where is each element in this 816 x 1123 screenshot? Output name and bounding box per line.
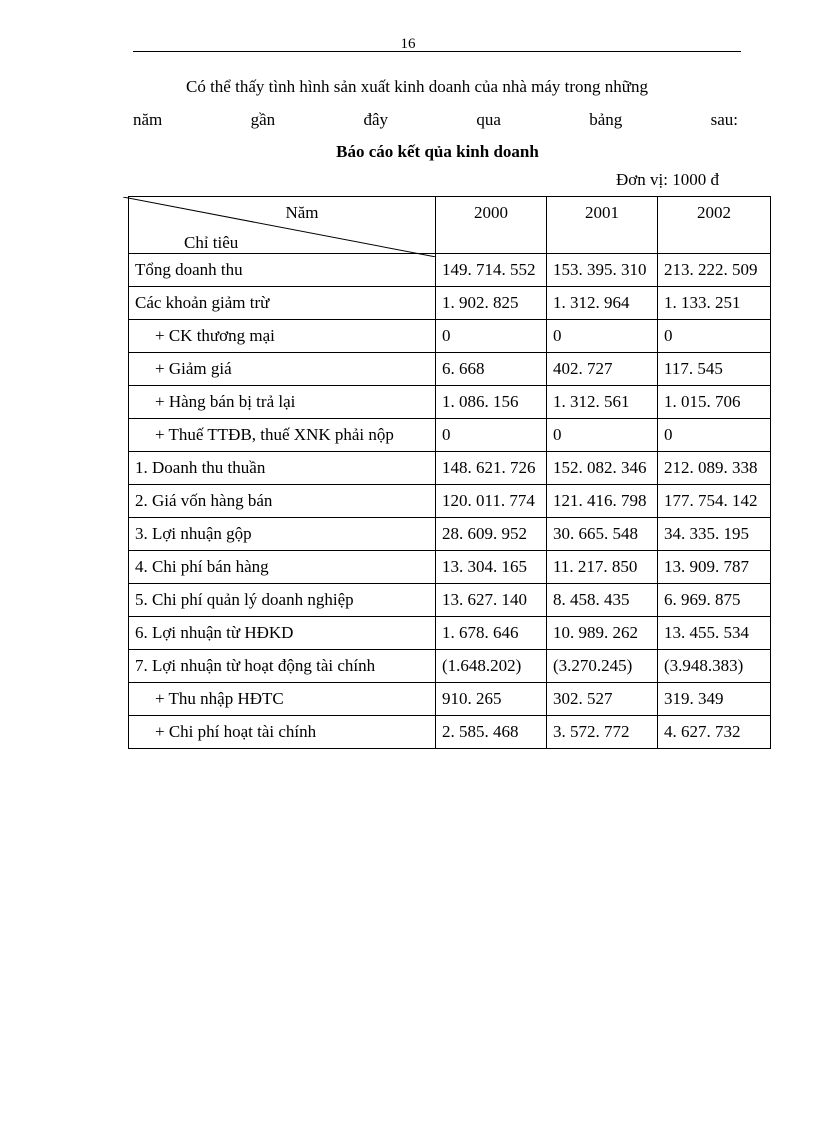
row-label-text: + CK thương mại: [155, 326, 275, 345]
value-cell: (3.948.383): [658, 650, 771, 683]
intro-paragraph-line-1: Có thể thấy tình hình sản xuất kinh doanh của nhà máy trong những: [186, 77, 648, 96]
value-cell: 0: [658, 419, 771, 452]
year-header: 2001: [547, 197, 658, 254]
row-label-text: + Hàng bán bị trả lại: [155, 392, 296, 411]
table-row: [129, 320, 771, 353]
table-row: [129, 617, 771, 650]
row-label-text: 2. Giá vốn hàng bán: [135, 491, 273, 510]
value-cell: 1. 015. 706: [658, 386, 771, 419]
value-cell: 34. 335. 195: [658, 518, 771, 551]
intro-word: gần: [250, 110, 276, 129]
value-cell: 0: [547, 419, 658, 452]
value-cell: 120. 011. 774: [436, 485, 547, 518]
value-cell: 117. 545: [658, 353, 771, 386]
value-cell: 2. 585. 468: [436, 716, 547, 749]
value-cell: 1. 678. 646: [436, 617, 547, 650]
row-label: [129, 419, 436, 452]
table-row: [129, 485, 771, 518]
intro-word: bảng: [589, 110, 623, 129]
table-row: [129, 518, 771, 551]
value-cell: 1. 086. 156: [436, 386, 547, 419]
table-row: [129, 683, 771, 716]
value-cell: 8. 458. 435: [547, 584, 658, 617]
value-cell: (3.270.245): [547, 650, 658, 683]
row-label: [129, 485, 436, 518]
row-label-text: 3. Lợi nhuận gộp: [135, 524, 252, 543]
intro-word: sau:: [710, 110, 738, 129]
row-label-text: 4. Chi phí bán hàng: [135, 557, 269, 576]
value-cell: 177. 754. 142: [658, 485, 771, 518]
value-cell: (1.648.202): [436, 650, 547, 683]
intro-word: đây: [363, 110, 389, 129]
corner-header-year: Năm: [285, 203, 319, 222]
row-label-text: + Thuế TTĐB, thuế XNK phải nộp: [155, 425, 394, 444]
corner-header-cell: [129, 197, 436, 254]
row-label-text: + Giảm giá: [155, 359, 232, 378]
row-label-text: Tổng doanh thu: [135, 260, 243, 279]
report-title: Báo cáo kết qủa kinh doanh: [336, 142, 539, 161]
intro-word: qua: [476, 110, 501, 129]
value-cell: 1. 312. 964: [547, 287, 658, 320]
year-header: 2002: [658, 197, 771, 254]
report-table: [128, 196, 771, 749]
value-cell: 148. 621. 726: [436, 452, 547, 485]
row-label: [129, 386, 436, 419]
value-cell: 13. 455. 534: [658, 617, 771, 650]
table-row: [129, 716, 771, 749]
value-cell: 0: [658, 320, 771, 353]
header-rule: [133, 51, 741, 52]
row-label-text: 5. Chi phí quản lý doanh nghiệp: [135, 590, 354, 609]
value-cell: 13. 909. 787: [658, 551, 771, 584]
value-cell: 0: [547, 320, 658, 353]
value-cell: 149. 714. 552: [436, 254, 547, 287]
value-cell: 212. 089. 338: [658, 452, 771, 485]
row-label: [129, 452, 436, 485]
value-cell: 11. 217. 850: [547, 551, 658, 584]
row-label-text: 7. Lợi nhuận từ hoạt động tài chính: [135, 656, 376, 675]
page-number: 16: [400, 36, 416, 52]
table-row: [129, 419, 771, 452]
value-cell: 152. 082. 346: [547, 452, 658, 485]
row-label-text: Các khoản giảm trừ: [135, 293, 270, 312]
row-label-text: + Chi phí hoạt tài chính: [155, 722, 317, 741]
value-cell: 6. 668: [436, 353, 547, 386]
row-label: [129, 650, 436, 683]
row-label: [129, 287, 436, 320]
row-label: [129, 518, 436, 551]
header-row: [129, 197, 771, 254]
table-row: [129, 452, 771, 485]
table-row: [129, 584, 771, 617]
row-label-text: 6. Lợi nhuận từ HĐKD: [135, 623, 294, 642]
table-row: [129, 650, 771, 683]
table-row: [129, 254, 771, 287]
value-cell: 6. 969. 875: [658, 584, 771, 617]
corner-header-item: Chỉ tiêu: [184, 233, 239, 252]
intro-word: năm: [133, 110, 163, 129]
table-row: [129, 353, 771, 386]
value-cell: 10. 989. 262: [547, 617, 658, 650]
row-label: [129, 584, 436, 617]
row-label-text: 1. Doanh thu thuần: [135, 458, 266, 477]
value-cell: 0: [436, 320, 547, 353]
table-row: [129, 551, 771, 584]
value-cell: 13. 627. 140: [436, 584, 547, 617]
value-cell: 319. 349: [658, 683, 771, 716]
value-cell: 13. 304. 165: [436, 551, 547, 584]
value-cell: 30. 665. 548: [547, 518, 658, 551]
value-cell: 302. 527: [547, 683, 658, 716]
row-label: [129, 320, 436, 353]
value-cell: 213. 222. 509: [658, 254, 771, 287]
row-label: [129, 683, 436, 716]
value-cell: 1. 902. 825: [436, 287, 547, 320]
row-label: [129, 551, 436, 584]
intro-paragraph-line-2: [133, 109, 738, 131]
value-cell: 402. 727: [547, 353, 658, 386]
value-cell: 4. 627. 732: [658, 716, 771, 749]
row-label: [129, 716, 436, 749]
value-cell: 153. 395. 310: [547, 254, 658, 287]
value-cell: 3. 572. 772: [547, 716, 658, 749]
row-label: [129, 353, 436, 386]
unit-note: Đơn vị: 1000 đ: [616, 170, 719, 189]
value-cell: 28. 609. 952: [436, 518, 547, 551]
value-cell: 121. 416. 798: [547, 485, 658, 518]
year-header: 2000: [436, 197, 547, 254]
value-cell: 910. 265: [436, 683, 547, 716]
value-cell: 0: [436, 419, 547, 452]
row-label-text: + Thu nhập HĐTC: [155, 689, 284, 708]
table-row: [129, 287, 771, 320]
value-cell: 1. 133. 251: [658, 287, 771, 320]
row-label: [129, 617, 436, 650]
table-row: [129, 386, 771, 419]
row-label: [129, 254, 436, 287]
value-cell: 1. 312. 561: [547, 386, 658, 419]
